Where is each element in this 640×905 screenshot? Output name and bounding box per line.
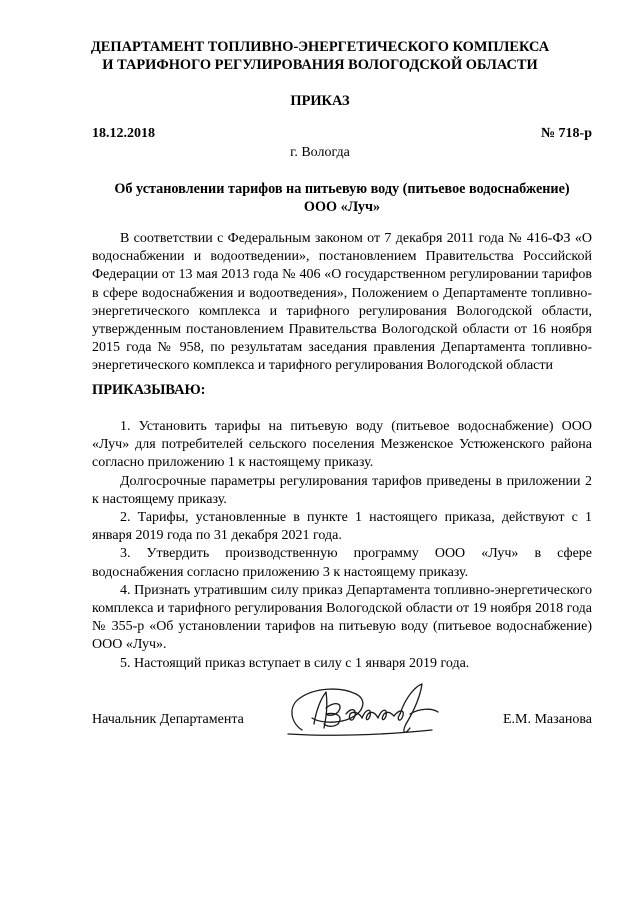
- order-item-5: 5. Настоящий приказ вступает в силу с 1 января 2019 года.: [120, 655, 470, 671]
- order-item-4: 4. Признать утратившим силу приказ Департамента топливно-энергетического комплекса и тарифного регулирования Вологодской области от 19 ноября 2018 года № 355-р «Об установлении тарифов на питьевую воду (питьевое водоснабжение) ООО «Луч».: [92, 582, 592, 653]
- handwritten-signature: [282, 678, 452, 740]
- header-line-2: И ТАРИФНОГО РЕГУЛИРОВАНИЯ ВОЛОГОДСКОЙ ОБЛАСТИ: [102, 56, 538, 73]
- signatory-position: Начальник Департамента: [92, 712, 244, 727]
- order-item-1-note: Долгосрочные параметры регулирования тарифов приведены в приложении 2 к настоящему приказу.: [92, 473, 592, 507]
- signatory-name: Е.М. Мазанова: [502, 712, 592, 727]
- document-number: № 718-р: [540, 126, 592, 141]
- preamble-paragraph: В соответствии с Федеральным законом от 7 декабря 2011 года № 416-ФЗ «О водоснабжении и водоотведении», постановлением Правительства Российской Федерации от 13 мая 2013 года № 406 «О государственном регулировании тарифов в сфере водоснабжения и водоотведения», Положением о Департаменте топливно-энергетического комплекса и тарифного регулирования Вологодской области, утвержденным постановлением Правительства Вологодской области от 16 ноября 2015 года № 958, по результатам заседания правления Департамента топливно-энергетического комплекса и тарифного регулирования Вологодской области: [92, 231, 592, 374]
- document-city: г. Вологда: [290, 145, 350, 160]
- document-title: [92, 180, 592, 216]
- order-items: [92, 418, 592, 673]
- order-item-1: 1. Установить тарифы на питьевую воду (питьевое водоснабжение) ООО «Луч» для потребителей сельского поселения Мезженское Устюженского района согласно приложению 1 к настоящему приказу.: [92, 419, 592, 471]
- header-line-1: ДЕПАРТАМЕНТ ТОПЛИВНО-ЭНЕРГЕТИЧЕСКОГО КОМПЛЕКСА: [90, 39, 550, 55]
- document-type: ПРИКАЗ: [290, 93, 350, 109]
- order-word: ПРИКАЗЫВАЮ:: [92, 382, 206, 398]
- order-item-3: 3. Утвердить производственную программу ООО «Луч» в сфере водоснабжения согласно приложению 3 к настоящему приказу.: [92, 546, 592, 580]
- title-line-2: ООО «Луч»: [303, 199, 381, 215]
- document-date: 18.12.2018: [92, 126, 155, 141]
- department-header: [60, 39, 580, 74]
- title-line-1: Об установлении тарифов на питьевую воду (питьевое водоснабжение): [114, 181, 570, 197]
- order-item-2: 2. Тарифы, установленные в пункте 1 настоящего приказа, действуют с 1 января 2019 года по 31 декабря 2021 года.: [92, 510, 592, 544]
